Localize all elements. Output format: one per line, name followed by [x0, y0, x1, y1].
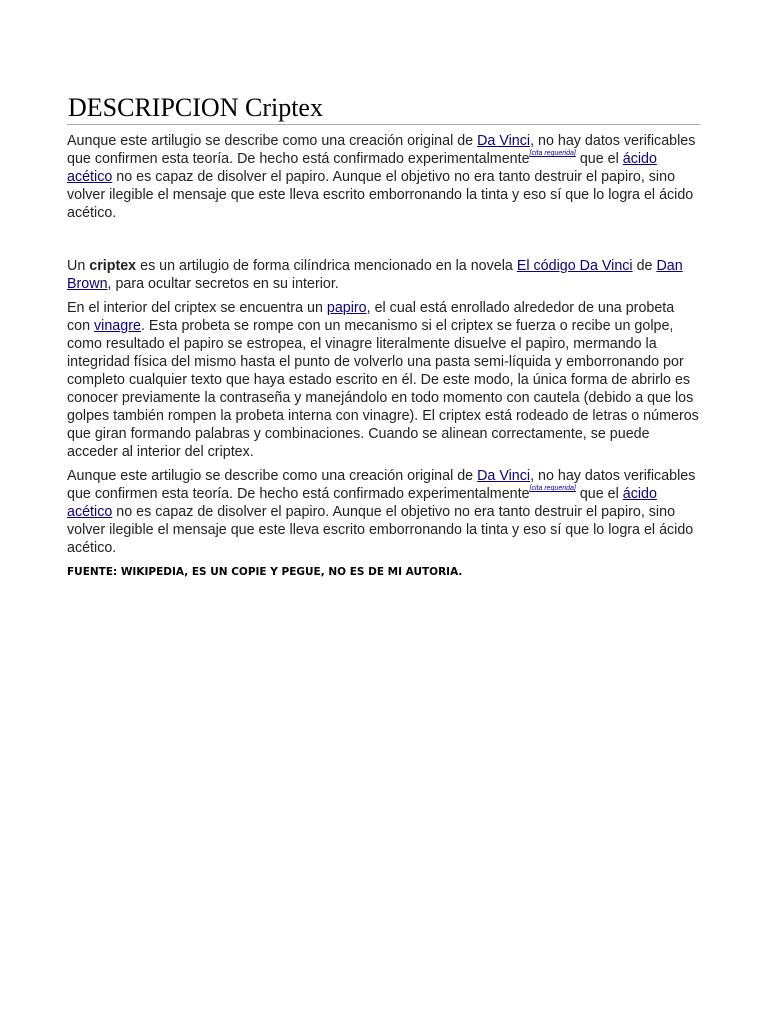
text-run: Aunque este artilugio se describe como una creación original de — [67, 133, 478, 149]
link-da-vinci[interactable]: Da Vinci — [477, 133, 531, 149]
link-acido-acetico[interactable]: ácido acético — [67, 151, 657, 185]
text-run: que el — [575, 486, 623, 502]
page-title: DESCRIPCION Criptex — [67, 92, 700, 125]
text-run: . Esta probeta se rompe con un mecanismo si el criptex se fuerza o recibe un golpe, como resultado el papiro se estropea, el vinagre literalmente disuelve el papiro, mermando la integridad física del mismo hasta el punto de volverlo una pasta semi-líquida y emborronando por completo cualquier texto que haya estado escrito en él. De este modo, la única forma de abrirlo es conocer previamente la contraseña y manejándolo en todo momento con cautela (debido a que los golpes también rompen la probeta interna con vinagre). El criptex está rodeado de letras o números que giran formando palabras y combinaciones. Cuando se alinean correctamente, se puede acceder al interior del criptex. — [67, 318, 699, 460]
text-run: En el interior del criptex se encuentra un — [67, 300, 327, 316]
bold-term: criptex — [89, 258, 137, 274]
link-da-vinci[interactable]: Da Vinci — [477, 468, 531, 484]
text-run: no es capaz de disolver el papiro. Aunque el objetivo no era tanto destruir el papiro, sino volver ilegible el mensaje que este lleva escrito emborronando la tinta y eso sí que lo logra el ácido acético. — [67, 169, 694, 221]
text-run: , no hay datos verificables que confirmen esta teoría. De hecho está confirmado experimentalmente — [67, 468, 696, 502]
link-el-codigo-da-vinci[interactable]: El código Da Vinci — [516, 258, 633, 274]
text-run: , para ocultar secretos en su interior. — [107, 276, 339, 292]
link-dan-brown[interactable]: Dan Brown — [67, 258, 683, 292]
text-run: no es capaz de disolver el papiro. Aunque el objetivo no era tanto destruir el papiro, sino volver ilegible el mensaje que este lleva escrito emborronando la tinta y eso sí que lo logra el ácido acético. — [67, 504, 694, 556]
text-run: de — [632, 258, 657, 274]
citation-needed-link[interactable]: [cita requerida] — [529, 485, 576, 492]
text-run: es un artilugio de forma cilíndrica mencionado en la novela — [136, 258, 517, 274]
citation-needed — [530, 150, 576, 157]
paragraph-interior — [67, 299, 700, 461]
text-run: , no hay datos verificables que confirmen esta teoría. De hecho está confirmado experimentalmente — [67, 133, 696, 167]
link-acido-acetico[interactable]: ácido acético — [67, 486, 657, 520]
text-run: Un — [67, 258, 90, 274]
paragraph-origin-repeat — [67, 467, 700, 557]
paragraph-origin — [67, 132, 700, 222]
source-note: FUENTE: WIKIPEDIA, ES UN COPIE Y PEGUE, NO ES DE MI AUTORIA. — [67, 566, 463, 578]
citation-needed-link[interactable]: [cita requerida] — [529, 150, 576, 157]
citation-needed — [530, 485, 576, 492]
link-papiro[interactable]: papiro — [326, 300, 367, 316]
document-content — [67, 92, 700, 578]
text-run: , el cual está enrollado alrededor de una probeta con — [67, 300, 675, 334]
paragraph-definition — [67, 257, 700, 293]
text-run: Aunque este artilugio se describe como una creación original de — [67, 468, 478, 484]
text-run: que el — [575, 151, 623, 167]
link-vinagre[interactable]: vinagre — [94, 318, 141, 334]
